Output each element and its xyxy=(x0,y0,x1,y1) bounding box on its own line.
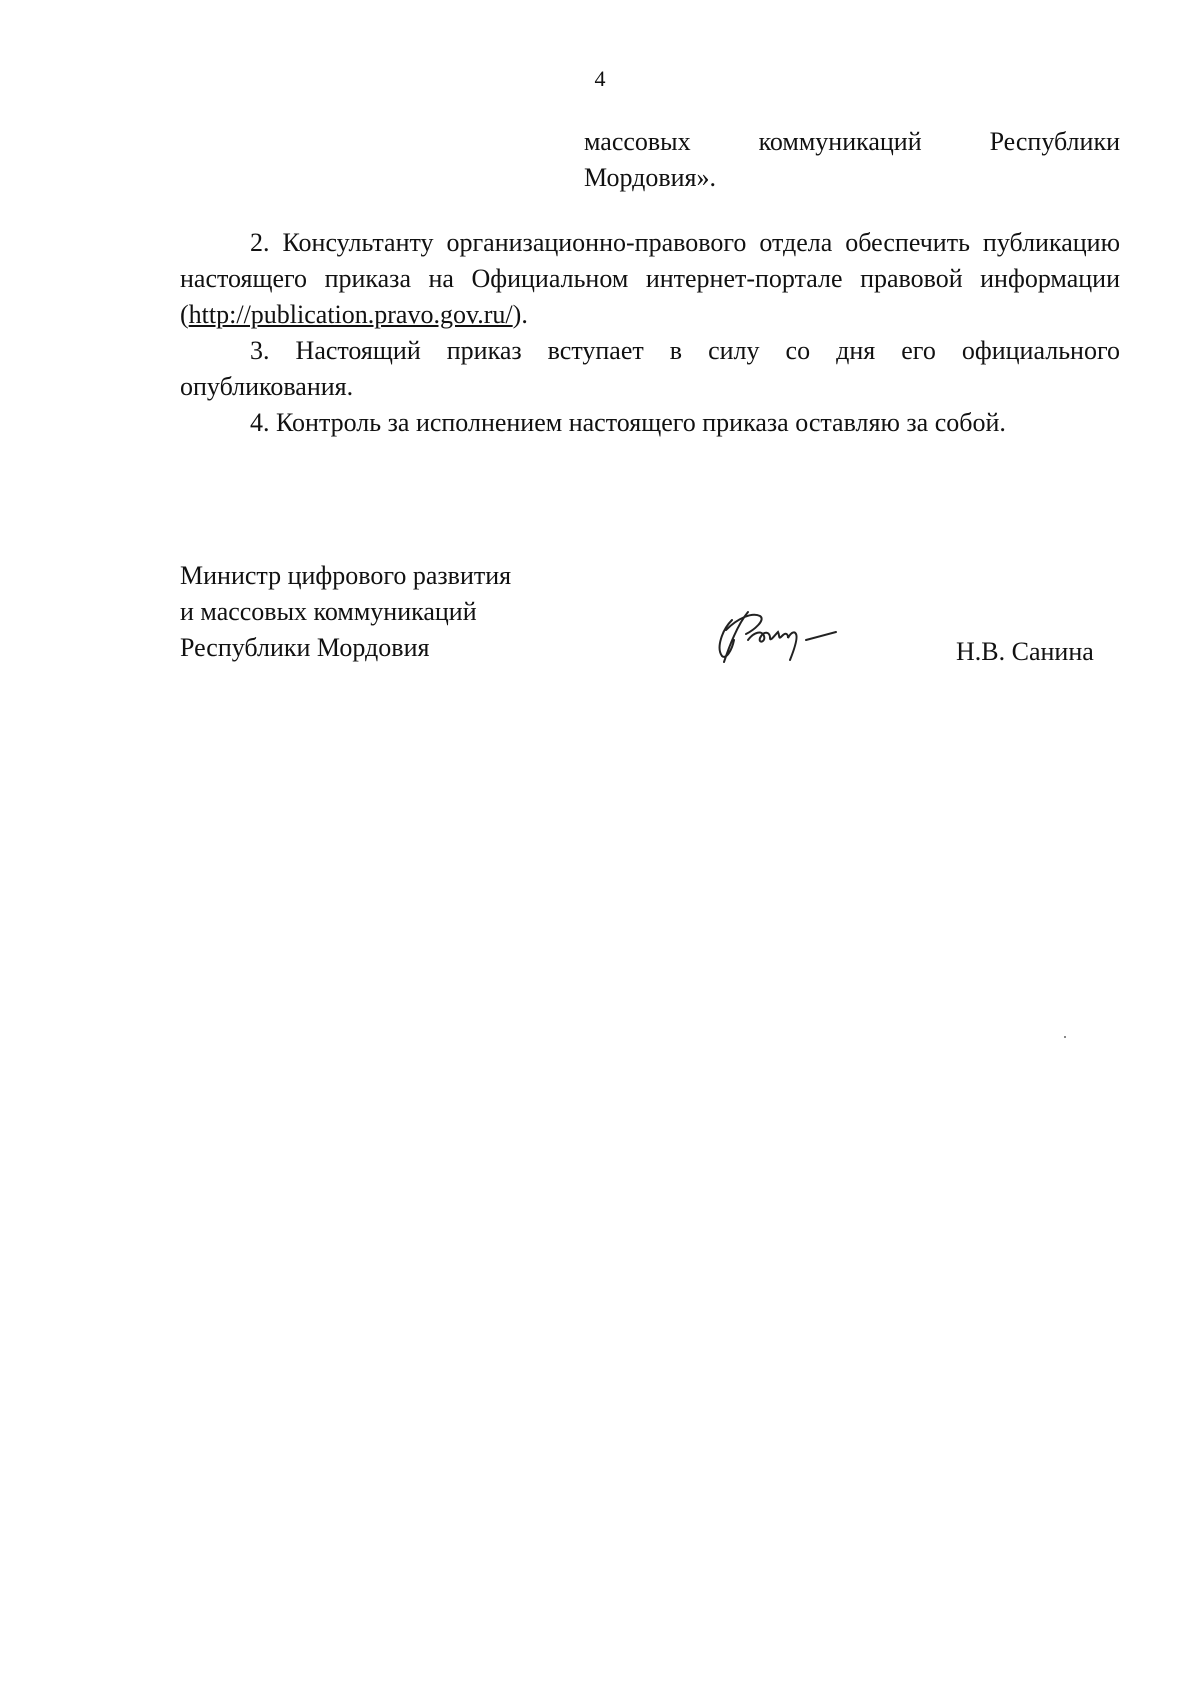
signatory-title xyxy=(180,558,511,666)
continuation-text xyxy=(584,124,1120,196)
continuation-word: коммуникаций xyxy=(758,127,922,156)
signatory-title-line: Республики Мордовия xyxy=(180,633,430,662)
signatory-name: Н.В. Санина xyxy=(956,637,1094,666)
handwritten-signature-icon xyxy=(708,600,858,670)
page-number: 4 xyxy=(594,66,606,91)
continuation-word: Республики xyxy=(989,127,1120,156)
publication-link[interactable]: http://publication.pravo.gov.ru/ xyxy=(188,300,513,329)
continuation-line-1 xyxy=(584,124,1120,160)
paragraph-3: 3. Настоящий приказ вступает в силу со дня его официального опубликования. xyxy=(180,336,1120,401)
paragraph-2-text: 2. Консультанту организационно-правового отдела обеспечить публикацию настоящего приказа на Официальном интернет-портале правовой информации ( xyxy=(180,228,1120,329)
signatory-title-line: Министр цифрового развития xyxy=(180,561,512,590)
order-body xyxy=(180,225,1120,441)
paragraph-4: 4. Контроль за исполнением настоящего приказа оставляю за собой. xyxy=(250,408,1006,437)
continuation-line-2: Мордовия». xyxy=(584,163,717,192)
paragraph-2-tail: ). xyxy=(512,300,528,329)
paragraph-2 xyxy=(180,225,1120,333)
signatory-title-line: и массовых коммуникаций xyxy=(180,597,477,626)
continuation-word: массовых xyxy=(584,127,691,156)
scan-speck xyxy=(1064,1036,1066,1038)
